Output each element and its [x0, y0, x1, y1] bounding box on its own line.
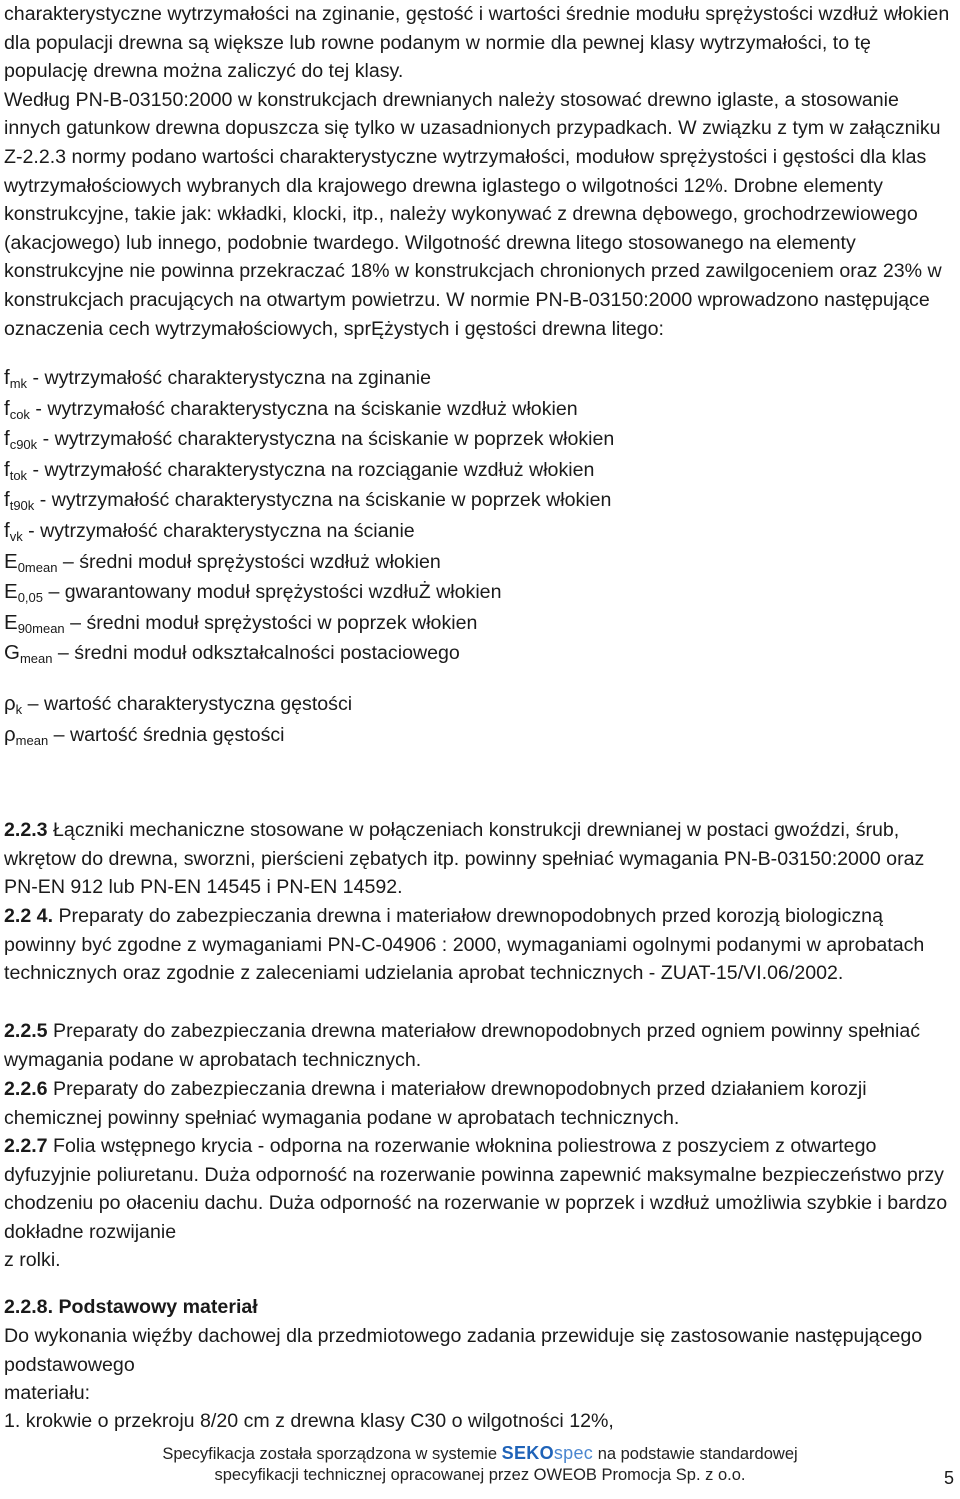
section-2-2-6: 2.2.6 Preparaty do zabezpieczania drewna i materiałow drewnopodobnych przed działaniem korozji chemicznej powinny spełniać wymagania podane w aprobatach technicznych. — [4, 1078, 867, 1129]
section-2-2-4: 2.2 4. Preparaty do zabezpieczania drewna i materiałow drewnopodobnych przed korozją biologiczną powinny być zgodne z wymaganiami PN-C-04906 : 2000, wymaganiami ogolnymi podanymi w aprobatach technicznych oraz zgodnie z zaleceniami udzielania aprobat technicznych - ZUAT-15/VI.06/2002. — [4, 905, 925, 985]
document-page — [4, 0, 956, 343]
page-number: 5 — [943, 1468, 954, 1488]
density-symbol-list — [4, 689, 352, 750]
footer-line-2: specyfikacji technicznej opracowanej przez OWEOB Promocja Sp. z o.o. — [214, 1466, 746, 1484]
sekospec-logo: SEKOspec — [501, 1443, 594, 1463]
symbol-rhomean: $\rho_{mean}$ – wartość średnia gęstości — [4, 722, 285, 748]
intro-paragraph-1: charakterystyczne wytrzymałości na zginanie, gęstość i wartości średnie modułu sprężystości wzdłuż włokien dla populacji drewna są większe lub rowne podanym w normie dla pewnej klasy wytrzymałości, to tę populację drewna można zaliczyć do tej klasy. — [4, 3, 950, 83]
symbol-fvk: $f_{vk}$ - wytrzymałość charakterystyczna na ścianie — [4, 518, 415, 544]
symbol-ftok: $f_{tok}$ - wytrzymałość charakterystyczna na rozciąganie wzdłuż włokien — [4, 457, 595, 483]
section-2-2-8-title: 2.2.8. Podstawowy materiał — [4, 1296, 258, 1318]
section-number: 2.2.6 — [4, 1078, 48, 1100]
page-footer — [0, 1443, 960, 1486]
section-2-2-5: 2.2.5 Preparaty do zabezpieczania drewna materiałow drewnopodobnych przed ogniem powinny spełniać wymagania podane w aprobatach technicznych. — [4, 1020, 921, 1071]
material-item-1: 1. krokwie o przekroju 8/20 cm z drewna klasy C30 o wilgotności 12%, — [4, 1410, 614, 1432]
symbol-e90mean: $E_{90mean}$ – średni moduł sprężystości w poprzek włokien — [4, 610, 478, 636]
symbol-list — [4, 363, 614, 669]
symbol-gmean: $G_{mean}$ – średni moduł odkształcalności postaciowego — [4, 641, 460, 667]
intro-paragraph-2: Według PN-B-03150:2000 w konstrukcjach drewnianych należy stosować drewno iglaste, a stosowanie innych gatunkow drewna dopuszcza się tylko w uzasadnionych przypadkach. W związku z tym w załączniku Z-2.2.3 normy podano wartości charakterystyczne wytrzymałości, modułow sprężystości i gęstości dla klas wytrzymałościowych wybranych dla krajowego drewna iglastego o wilgotności 12%. Drobne elementy konstrukcyjne, takie jak: wkładki, klocki, itp., należy wykonywać z drewna dębowego, grochodrzewiowego (akacjowego) lub innego, podobnie twardego. Wilgotność drewna litego stosowanego na elementy konstrukcyjne nie powinna przekraczać 18% w konstrukcjach chronionych przed zawilgoceniem oraz 23% w konstrukcjach pracujących na otwartym powietrzu. W normie PN-B-03150:2000 wprowadzono następujące oznaczenia cech wytrzymałościowych, sprĘżystych i gęstości drewna litego: — [4, 88, 942, 340]
section-number: 2.2.5 — [4, 1020, 48, 1042]
section-2-2-3: 2.2.3 Łączniki mechaniczne stosowane w połączeniach konstrukcji drewnianej w postaci gwoździ, śrub, wkrętow do drewna, sworzni, pierścieni zębatych itp. powinny spełniać wymagania PN-B-03150:2000 oraz PN-EN 912 lub PN-EN 14545 i PN-EN 14592. — [4, 819, 925, 899]
section-number: 2.2.3 — [4, 819, 48, 841]
symbol-e0mean: $E_{0mean}$ – średni moduł sprężystości wzdłuż włokien — [4, 549, 441, 575]
section-number: 2.2 4. — [4, 905, 54, 927]
symbol-fc90k: $f_{c90k}$ - wytrzymałość charakterystyczna na ściskanie w poprzek włokien — [4, 427, 615, 453]
section-2-2-7-tail: z rolki. — [4, 1249, 61, 1271]
section-2-2-7: 2.2.7 Folia wstępnego krycia - odporna na rozerwanie włoknina poliestrowa z poszyciem z otwartego dyfuzyjnie poliuretanu. Duża odporność na rozerwanie powinna zapewnić maksymalne bezpieczeństwo przy chodzeniu po ołaceniu dachu. Duża odporność na rozerwanie w poprzek i wzdłuż umożliwia szybkie i bardzo dokładne rozwijanie — [4, 1135, 948, 1243]
section-number: 2.2.7 — [4, 1135, 48, 1157]
symbol-ft90k: $f_{t90k}$ - wytrzymałość charakterystyczna na ściskanie w poprzek włokien — [4, 488, 612, 514]
section-2-2-8-text-2: materiału: — [4, 1382, 91, 1404]
symbol-fcok: $f_{cok}$ - wytrzymałość charakterystyczna na ściskanie wzdłuż włokien — [4, 396, 578, 422]
symbol-e005: $E_{0,05}$ – gwarantowany moduł sprężystości wzdłuŻ włokien — [4, 580, 502, 606]
section-2-2-8-text: Do wykonania więźby dachowej dla przedmiotowego zadania przewiduje się zastosowanie następującego podstawowego — [4, 1325, 923, 1376]
symbol-fmk: $f_{mk}$ - wytrzymałość charakterystyczna na zginanie — [4, 366, 432, 391]
symbol-rhok: $\rho_k$ – wartość charakterystyczna gęstości — [4, 692, 353, 717]
footer-line-1: Specyfikacja została sporządzona w systemie SEKOspec na podstawie standardowej — [162, 1443, 798, 1463]
